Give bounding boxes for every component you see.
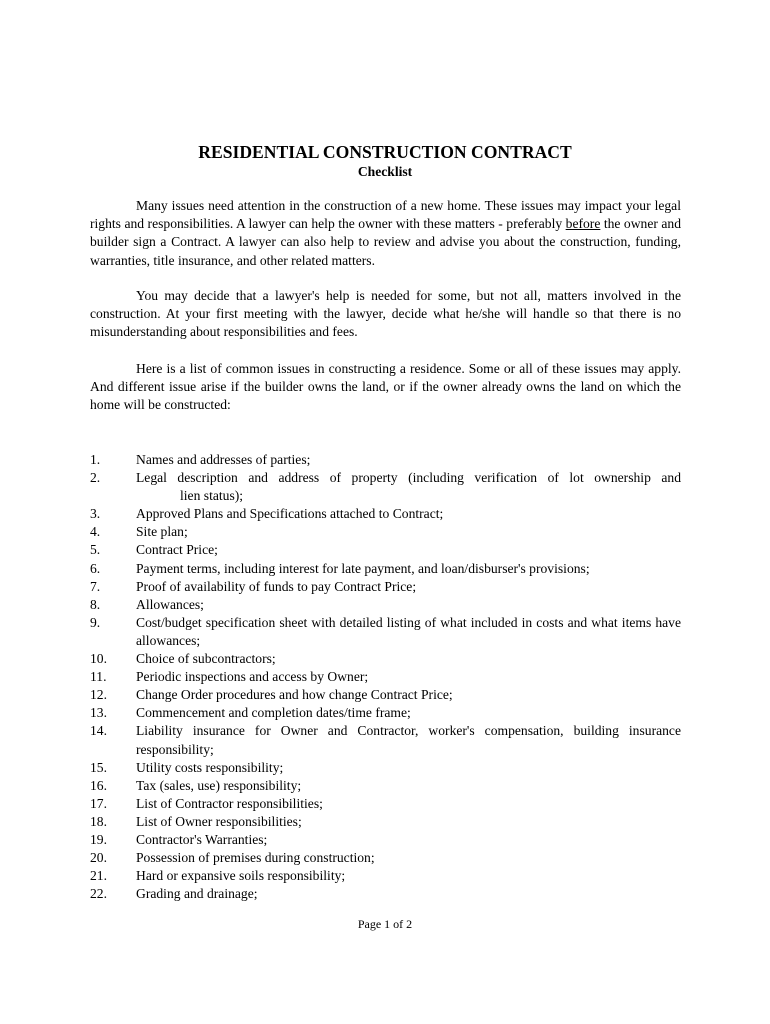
list-item-text bbox=[136, 469, 681, 505]
list-item bbox=[90, 885, 681, 903]
list-item bbox=[90, 777, 681, 795]
list-item-text: Proof of availability of funds to pay Contract Price; bbox=[136, 578, 417, 594]
list-item-text: Tax (sales, use) responsibility; bbox=[136, 777, 302, 793]
list-item bbox=[90, 650, 681, 668]
intro-paragraph-tail: the owner and builder sign a Contract. A lawyer can also help to review and advise you about the construction, funding, warranties, title insurance, and other related matters. bbox=[90, 216, 682, 268]
list-item-number: 8. bbox=[90, 596, 101, 612]
list-item-number: 19. bbox=[90, 831, 107, 847]
list-item-text: Site plan; bbox=[136, 524, 188, 540]
list-item-number: 6. bbox=[90, 560, 101, 576]
list-item bbox=[90, 867, 681, 885]
list-item bbox=[90, 849, 681, 867]
list-item-number: 7. bbox=[90, 578, 101, 594]
list-item-text: Change Order procedures and how change Contract Price; bbox=[136, 687, 453, 703]
list-item bbox=[90, 469, 681, 505]
intro-paragraph bbox=[90, 197, 681, 270]
list-item-text: Choice of subcontractors; bbox=[136, 651, 276, 667]
list-item-text: Payment terms, including interest for late payment, and loan/disburser's provisions; bbox=[136, 560, 590, 576]
list-item-text-line2: lien status); bbox=[180, 488, 244, 504]
list-item-number: 9. bbox=[90, 614, 101, 630]
list-item bbox=[90, 795, 681, 813]
list-item bbox=[90, 686, 681, 704]
list-item bbox=[90, 578, 681, 596]
list-item-text: Approved Plans and Specifications attached to Contract; bbox=[136, 506, 444, 522]
list-item bbox=[90, 541, 681, 559]
intro-paragraph-lead: Many issues need attention in the construction of a new home. These issues may impact your legal rights and responsibilities. A lawyer can help the owner with these matters - preferably bbox=[90, 198, 681, 232]
list-item-text: Liability insurance for Owner and Contractor, worker's compensation, building insurance responsibility; bbox=[136, 723, 681, 757]
list-item-number: 21. bbox=[90, 868, 107, 884]
list-item-number: 16. bbox=[90, 777, 107, 793]
list-item bbox=[90, 451, 681, 469]
list-item-number: 12. bbox=[90, 687, 107, 703]
document-subtitle: Checklist bbox=[357, 164, 413, 179]
list-item-text: Periodic inspections and access by Owner; bbox=[136, 669, 369, 685]
list-item-text: Commencement and completion dates/time frame; bbox=[136, 705, 411, 721]
list-item-number: 4. bbox=[90, 524, 101, 540]
issues-list bbox=[90, 451, 681, 903]
list-item-text: Names and addresses of parties; bbox=[136, 452, 311, 467]
list-item-text: Contractor's Warranties; bbox=[136, 831, 268, 847]
page-number: Page 1 of 2 bbox=[357, 917, 413, 931]
list-item-text: List of Owner responsibilities; bbox=[136, 813, 302, 829]
list-item-number: 10. bbox=[90, 651, 107, 667]
lawyer-help-paragraph: You may decide that a lawyer's help is needed for some, but not all, matters involved in the construction. At your first meeting with the lawyer, decide what he/she will handle so that there is no misunderstanding about responsibilities and fees. bbox=[90, 288, 681, 340]
intro-paragraph-underlined: before bbox=[565, 216, 601, 232]
list-item-number: 1. bbox=[90, 452, 101, 467]
list-item bbox=[90, 668, 681, 686]
list-item-number: 5. bbox=[90, 542, 101, 558]
list-item-text: Utility costs responsibility; bbox=[136, 759, 284, 775]
list-item bbox=[90, 759, 681, 777]
list-item bbox=[90, 560, 681, 578]
list-item-number: 13. bbox=[90, 705, 107, 721]
list-item-text-line1: Legal description and address of property (including verification of lot ownership and bbox=[136, 470, 681, 486]
list-item bbox=[90, 505, 681, 523]
list-item-text: Contract Price; bbox=[136, 542, 218, 558]
list-item-text: Possession of premises during construction; bbox=[136, 850, 375, 866]
list-item-number: 14. bbox=[90, 723, 107, 739]
list-item bbox=[90, 704, 681, 722]
list-item bbox=[90, 813, 681, 831]
list-item-number: 11. bbox=[90, 669, 107, 685]
list-item-text: List of Contractor responsibilities; bbox=[136, 795, 323, 811]
list-item-text: Allowances; bbox=[136, 596, 204, 612]
issues-intro-paragraph: Here is a list of common issues in constructing a residence. Some or all of these issues may apply. And different issue arise if the builder owns the land, or if the owner already owns the land on which the home will be constructed: bbox=[90, 361, 681, 413]
list-item bbox=[90, 614, 681, 650]
list-item bbox=[90, 523, 681, 541]
list-item-number: 22. bbox=[90, 886, 107, 902]
list-item-text: Grading and drainage; bbox=[136, 886, 258, 902]
list-item-number: 3. bbox=[90, 506, 101, 522]
document-title: RESIDENTIAL CONSTRUCTION CONTRACT bbox=[198, 142, 572, 162]
list-item-text: Cost/budget specification sheet with detailed listing of what included in costs and what items have allowances; bbox=[136, 614, 681, 648]
list-item bbox=[90, 596, 681, 614]
list-item-number: 15. bbox=[90, 759, 107, 775]
list-item-number: 2. bbox=[90, 470, 101, 486]
list-item bbox=[90, 722, 681, 758]
list-item-number: 17. bbox=[90, 795, 107, 811]
list-item-text: Hard or expansive soils responsibility; bbox=[136, 868, 346, 884]
list-item-number: 20. bbox=[90, 850, 107, 866]
list-item bbox=[90, 831, 681, 849]
list-item-number: 18. bbox=[90, 813, 107, 829]
